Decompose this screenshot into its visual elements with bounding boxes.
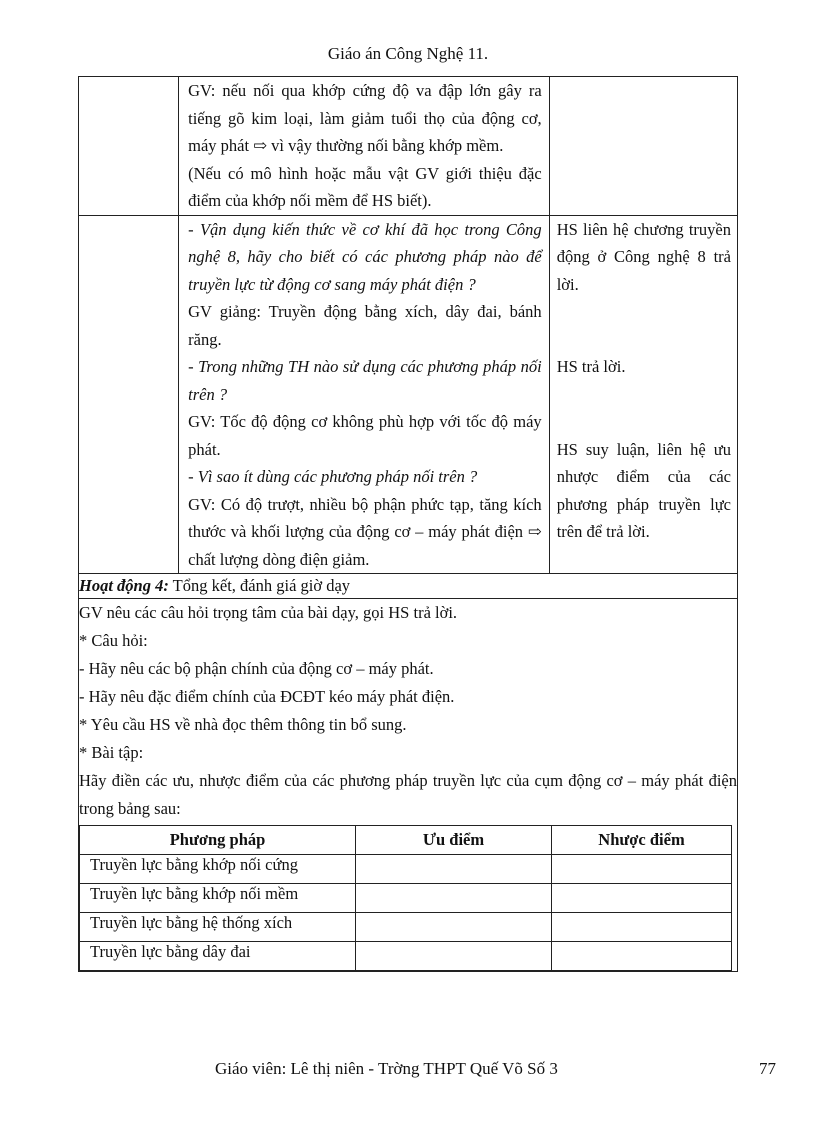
disadvantage-cell[interactable]	[552, 942, 732, 971]
activity-title	[79, 574, 738, 599]
exercise-row	[80, 855, 732, 884]
header-advantages: Ưu điểm	[356, 826, 552, 855]
spacer	[550, 326, 737, 354]
advantage-cell[interactable]	[356, 884, 552, 913]
activity-label: Hoạt động 4:	[79, 576, 169, 595]
table-row	[79, 77, 738, 216]
summary-row	[79, 599, 738, 972]
lesson-table	[78, 76, 738, 972]
teacher-activity-cell	[179, 77, 550, 216]
student-paragraph: HS liên hệ chương truyền động ở Công nghệ 8 trả lời.	[556, 219, 731, 294]
page-header: Giáo án Công Nghệ 11.	[327, 44, 489, 63]
advantage-cell[interactable]	[356, 855, 552, 884]
summary-line: - Hãy nêu các bộ phận chính của động cơ – máy phát.	[79, 659, 434, 678]
disadvantage-cell[interactable]	[552, 884, 732, 913]
method-cell: Truyền lực bằng khớp nối cứng	[80, 855, 356, 884]
summary-cell	[79, 599, 738, 972]
teacher-paragraph: - Vì sao ít dùng các phương pháp nối trên ?	[188, 467, 478, 486]
exercise-header-row	[80, 826, 732, 855]
teacher-paragraph: GV: Có độ trượt, nhiều bộ phận phức tạp, tăng kích thước và khối lượng của động cơ – máy phát điện ⇨ chất lượng dòng điện giảm.	[188, 494, 542, 569]
lesson-page	[78, 76, 738, 972]
advantage-cell[interactable]	[356, 913, 552, 942]
exercise-row	[80, 913, 732, 942]
exercise-row	[80, 884, 732, 913]
page-number: 77	[759, 1059, 776, 1078]
method-cell: Truyền lực bằng khớp nối mềm	[80, 884, 356, 913]
method-cell: Truyền lực bằng hệ thống xích	[80, 913, 356, 942]
activity-name: Tổng kết, đánh giá giờ dạy	[168, 576, 351, 595]
spacer	[550, 408, 737, 436]
blank-cell	[79, 77, 179, 216]
teacher-activity-cell	[179, 215, 550, 574]
disadvantage-cell[interactable]	[552, 913, 732, 942]
summary-line: * Câu hỏi:	[79, 631, 148, 650]
advantage-cell[interactable]	[356, 942, 552, 971]
exercise-table	[79, 825, 732, 971]
method-cell: Truyền lực bằng dây đai	[80, 942, 356, 971]
teacher-paragraph: GV: nếu nối qua khớp cứng độ va đập lớn gây ra tiếng gõ kim loại, làm giảm tuổi thọ của động cơ, máy phát ⇨ vì vậy thường nối bằng khớp mềm.	[188, 81, 542, 155]
summary-line: * Yêu cầu HS về nhà đọc thêm thông tin bổ sung.	[79, 715, 407, 734]
student-paragraph: HS trả lời.	[556, 357, 626, 376]
teacher-paragraph: - Vận dụng kiến thức về cơ khí đã học trong Công nghệ 8, hãy cho biết có các phương pháp nào để truyền lực từ động cơ sang máy phát điện ?	[188, 219, 542, 294]
teacher-paragraph: GV giảng: Truyền động bằng xích, dây đai, bánh răng.	[188, 302, 542, 349]
summary-line: GV nêu các câu hỏi trọng tâm của bài dạy, gọi HS trả lời.	[79, 603, 458, 622]
student-paragraph: HS suy luận, liên hệ ưu nhược điểm của các phương pháp truyền lực trên để trả lời.	[556, 439, 731, 541]
exercise-row	[80, 942, 732, 971]
summary-line: * Bài tập:	[79, 743, 144, 762]
summary-line: - Hãy nêu đặc điểm chính của ĐCĐT kéo máy phát điện.	[79, 687, 455, 706]
spacer	[550, 298, 737, 326]
summary-line: Hãy điền các ưu, nhược điểm của các phương pháp truyền lực của cụm động cơ – máy phát điện trong bảng sau:	[79, 771, 737, 818]
blank-cell	[79, 215, 179, 574]
footer-teacher: Giáo viên: Lê thị niên - Trờng THPT Quế Võ Số 3	[215, 1059, 558, 1078]
teacher-paragraph: GV: Tốc độ động cơ không phù hợp với tốc độ máy phát.	[188, 412, 542, 459]
teacher-paragraph: (Nếu có mô hình hoặc mẫu vật GV giới thiệu đặc điểm của khớp nối mềm để HS biết).	[188, 163, 542, 210]
activity-title-row	[79, 574, 738, 599]
student-activity-cell	[549, 77, 737, 216]
spacer	[550, 381, 737, 409]
header-method: Phương pháp	[80, 826, 356, 855]
table-row	[79, 215, 738, 574]
header-disadvantages: Nhược điểm	[552, 826, 732, 855]
student-activity-cell	[549, 215, 737, 574]
teacher-paragraph: - Trong những TH nào sử dụng các phương pháp nối trên ?	[188, 357, 542, 404]
disadvantage-cell[interactable]	[552, 855, 732, 884]
